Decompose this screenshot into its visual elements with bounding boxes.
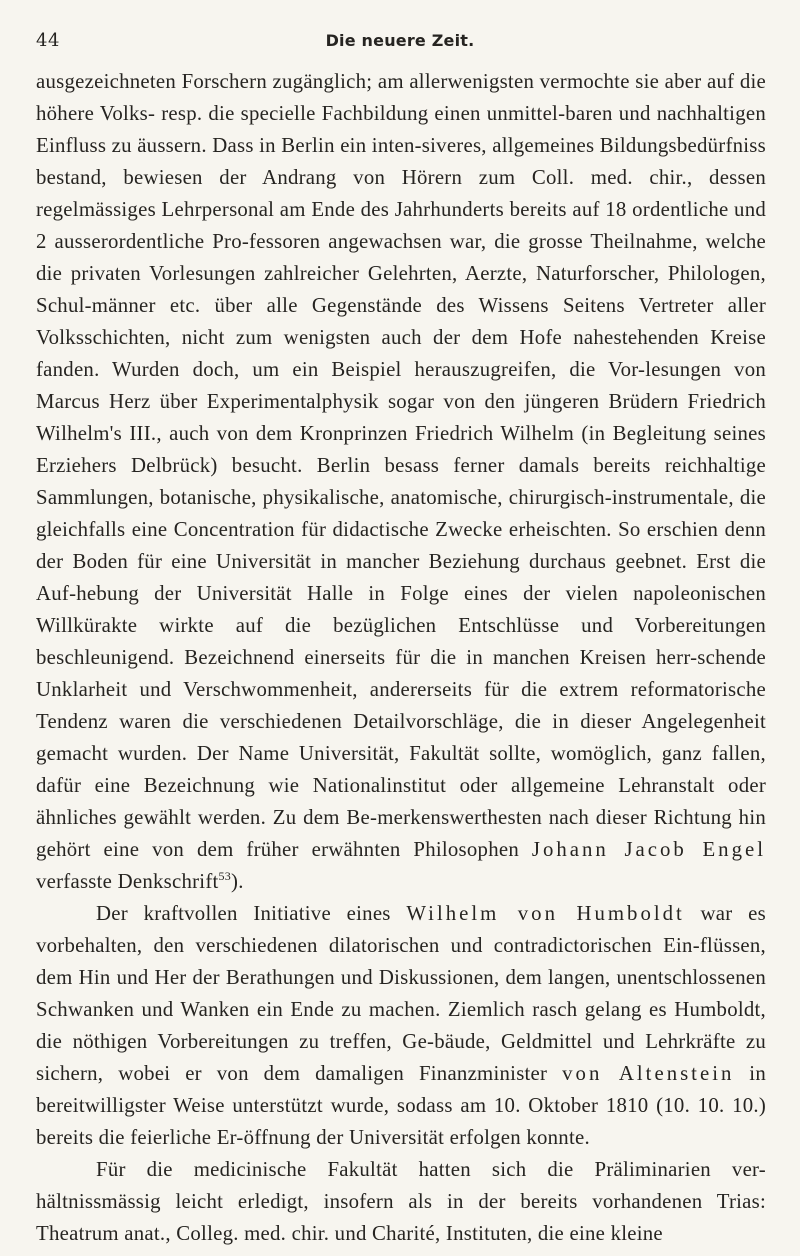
page-header bbox=[36, 30, 764, 52]
person-name-humboldt: Wilhelm von Humboldt bbox=[406, 902, 685, 925]
paragraph-1-end: ). bbox=[231, 870, 244, 893]
body-text bbox=[36, 66, 766, 1250]
paragraph-1-text-cont: verfasste Denkschrift bbox=[36, 870, 219, 893]
paragraph-3 bbox=[36, 1154, 766, 1250]
paragraph-3-text: Für die medicinische Fakultät hatten sich die Präliminarien ver-hältnissmässig leicht erledigt, insofern als in der bereits vorhandenen Trias: Theatrum anat., Colleg. med. chir. und Charité, Instituten, die eine kleine bbox=[36, 1158, 766, 1245]
paragraph-2-text: Der kraftvollen Initiative eines bbox=[96, 902, 407, 925]
paragraph-1-text: ausgezeichneten Forschern zugänglich; am allerwenigsten vermochte sie aber auf die höhere Volks- resp. die specielle Fachbildung einen unmittel-baren und nachhaltigen Einfluss zu äussern. Dass in Berlin ein inten-siveres, allgemeines Bildungsbedürfniss bestand, bewiesen der Andrang von Hörern zum Coll. med. chir., dessen regelmässiges Lehrpersonal am Ende des Jahrhunderts bereits auf 18 ordentliche und 2 ausserordentliche Pro-fessoren angewachsen war, die grosse Theilnahme, welche die privaten Vorlesungen zahlreicher Gelehrten, Aerzte, Naturforscher, Philologen, Schul-männer etc. über alle Gegenstände des Wissens Seitens Vertreter aller Volksschichten, nicht zum wenigsten auch der dem Hofe nahestehenden Kreise fanden. Wurden doch, um ein Beispiel herauszugreifen, die Vor-lesungen von Marcus Herz über Experimentalphysik sogar von den jüngeren Brüdern Friedrich Wilhelm's III., auch von dem Kronprinzen Friedrich Wilhelm (in Begleitung seines Erziehers Delbrück) besucht. Berlin besass ferner damals bereits reichhaltige Sammlungen, botanische, physikalische, anatomische, chirurgisch-instrumentale, die gleichfalls eine Concentration für didactische Zwecke erheischten. So erschien denn der Boden für eine Universität in mancher Beziehung durchaus geebnet. Erst die Auf-hebung der Universität Halle in Folge eines der vielen napoleonischen Willkürakte wirkte auf die bezüglichen Entschlüsse und Vorbereitungen beschleunigend. Bezeichnend einerseits für die in manchen Kreisen herr-schende Unklarheit und Verschwommenheit, andererseits für die extrem reformatorische Tendenz waren die verschiedenen Detailvorschläge, die in dieser Angelegenheit gemacht wurden. Der Name Universität, Fakultät sollte, womöglich, ganz fallen, dafür eine Bezeichnung wie Nationalinstitut oder allgemeine Lehranstalt oder ähnliches gewählt werden. Zu dem Be-merkenswerthesten nach dieser Richtung hin gehört eine von dem früher erwähnten Philosophen bbox=[36, 70, 766, 861]
running-title: Die neuere Zeit. bbox=[325, 31, 475, 50]
paragraph-2-end: in bereitwilligster Weise unterstützt wurde, sodass am 10. Oktober 1810 (10. 10. 10.) bereits die feierliche Er-öffnung der Universität erfolgen konnte. bbox=[36, 1062, 766, 1149]
footnote-reference: 53 bbox=[218, 869, 232, 884]
paragraph-2-text-cont: war es vorbehalten, den verschiedenen dilatorischen und contradictorischen Ein-flüssen, dem Hin und Her der Berathungen und Diskussionen, dem langen, unentschlossenen Schwanken und Wanken ein Ende zu machen. Ziemlich rasch gelang es Humboldt, die nöthigen Vorbereitungen zu treffen, Ge-bäude, Geldmittel und Lehrkräfte zu sichern, wobei er von dem damaligen Finanzminister bbox=[36, 902, 766, 1085]
paragraph-2 bbox=[36, 898, 766, 1154]
paragraph-1 bbox=[36, 66, 766, 898]
person-name-altenstein: von Altenstein bbox=[562, 1062, 735, 1085]
page-number: 44 bbox=[36, 30, 60, 51]
person-name-engel: Johann Jacob Engel bbox=[531, 838, 766, 861]
